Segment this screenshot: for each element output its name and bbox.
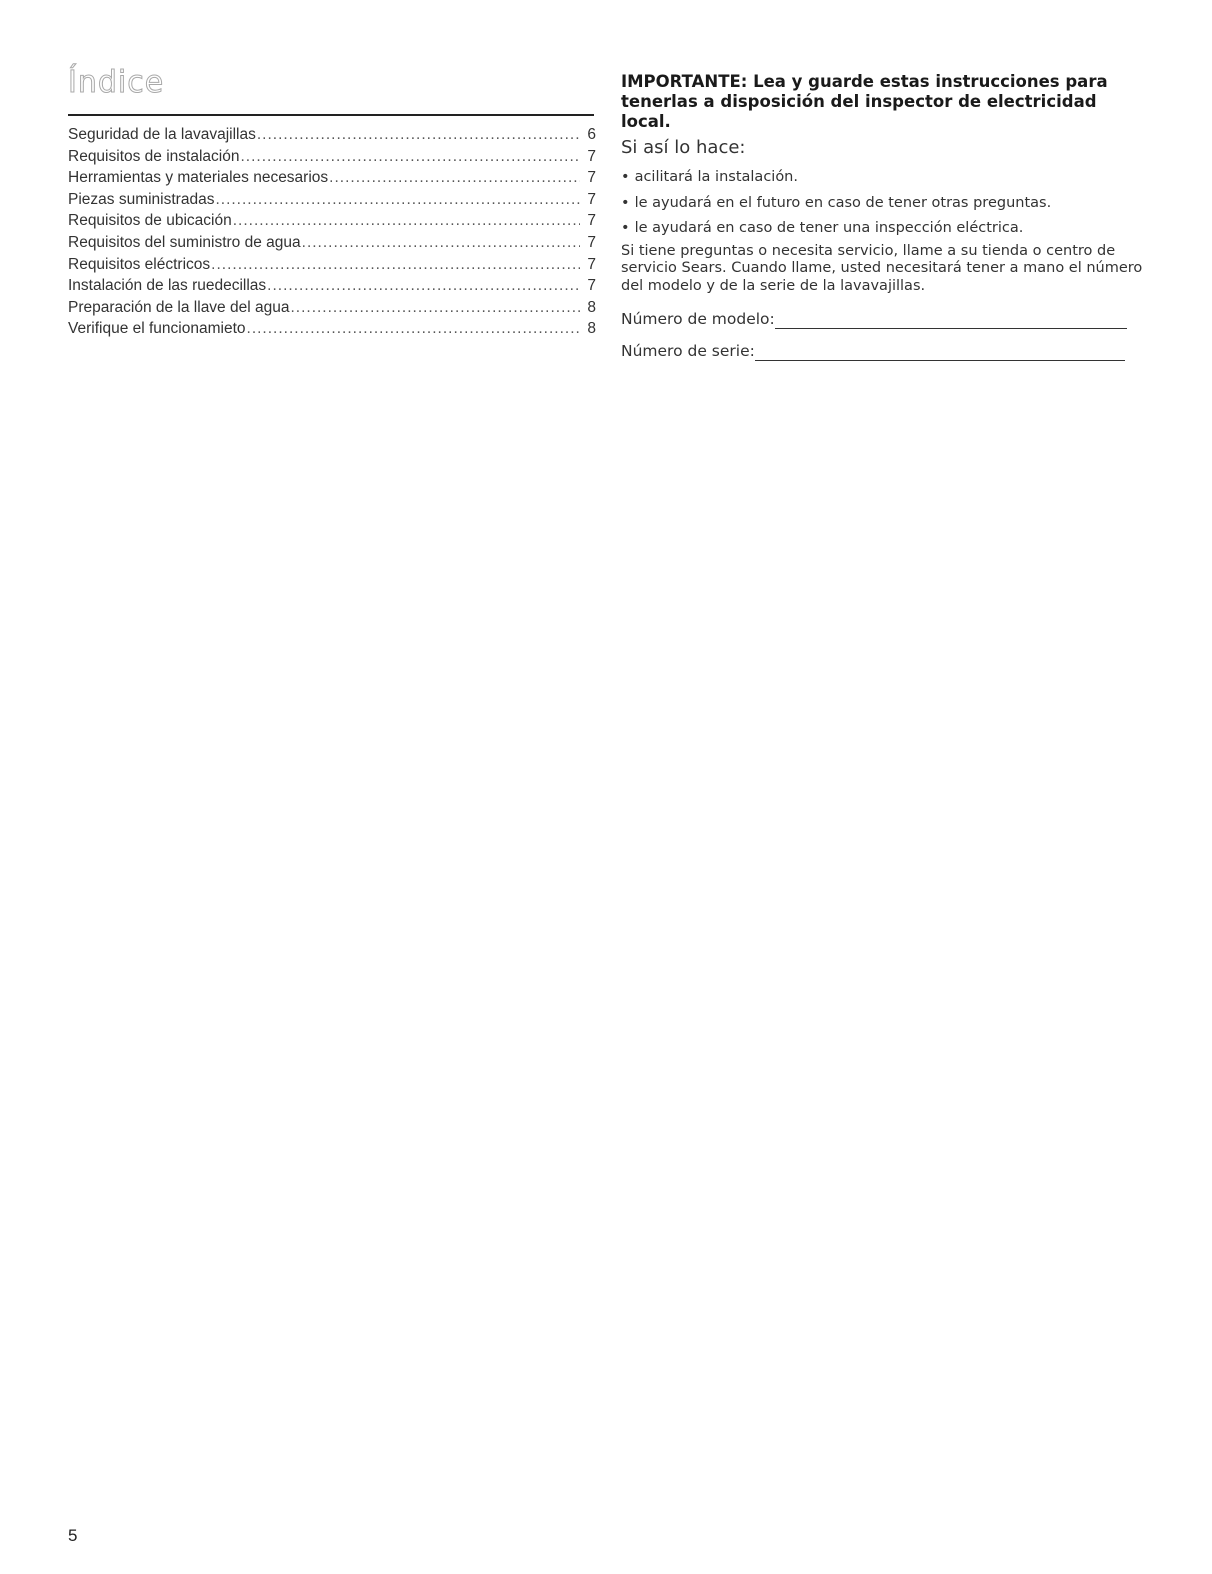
- toc-item[interactable]: [68, 189, 596, 211]
- important-heading: IMPORTANTE: Lea y guarde estas instrucciones para tenerlas a disposición del inspector de electricidad local.: [621, 72, 1108, 131]
- model-number-label: Número de modelo:: [621, 310, 775, 328]
- title-divider: [68, 114, 594, 116]
- toc-item-page: 7: [587, 147, 596, 165]
- toc-item-label: Requisitos de ubicación: [68, 212, 232, 230]
- toc-item[interactable]: [68, 318, 596, 340]
- benefits-list: [621, 165, 1146, 242]
- model-number-blank[interactable]: [775, 314, 1127, 329]
- toc-item-page: 7: [587, 277, 596, 295]
- toc-item-page: 7: [587, 212, 596, 230]
- si-asi-text: Si así lo hace:: [621, 137, 746, 158]
- service-paragraph: Si tiene preguntas o necesita servicio, llame a su tienda o centro de servicio Sears. Cuando llame, usted necesitará tener a mano el número del modelo y de la serie de la lavavajillas.: [621, 242, 1143, 294]
- serial-number-blank[interactable]: [755, 346, 1125, 361]
- toc-leader-dots: [233, 210, 580, 232]
- toc-leader-dots: [211, 254, 580, 276]
- toc-leader-dots: [290, 297, 580, 319]
- page-number: 5: [68, 1526, 78, 1545]
- toc-leader-dots: [247, 318, 580, 340]
- toc-item-label: Seguridad de la lavavajillas: [68, 126, 256, 143]
- toc-item-label: Requisitos de instalación: [68, 147, 240, 165]
- toc-leader-dots: [240, 146, 580, 168]
- toc-item-page: 7: [587, 233, 596, 251]
- list-item: • le ayudará en el futuro en caso de tener otras preguntas.: [621, 191, 1146, 217]
- important-section: [621, 72, 1146, 373]
- toc-item[interactable]: [68, 232, 596, 254]
- toc-item-label: Herramientas y materiales necesarios: [68, 169, 329, 187]
- table-of-contents: [68, 64, 596, 340]
- toc-item[interactable]: [68, 167, 596, 189]
- toc-item[interactable]: [68, 210, 596, 232]
- model-number-field: [621, 309, 1146, 329]
- toc-list: [68, 124, 596, 340]
- toc-item-page: 6: [587, 126, 596, 143]
- toc-item-label: Requisitos eléctricos: [68, 255, 211, 273]
- serial-number-label: Número de serie:: [621, 342, 755, 360]
- toc-item[interactable]: [68, 297, 596, 319]
- toc-item-page: 7: [587, 169, 596, 187]
- list-item: • acilitará la instalación.: [621, 165, 1146, 191]
- toc-item-page: 8: [587, 320, 596, 338]
- toc-item[interactable]: [68, 254, 596, 276]
- toc-item-label: Requisitos del suministro de agua: [68, 233, 301, 251]
- toc-item-page: 7: [587, 255, 596, 273]
- toc-item[interactable]: [68, 146, 596, 168]
- toc-leader-dots: [329, 167, 580, 189]
- toc-item[interactable]: [68, 124, 596, 146]
- toc-leader-dots: [257, 124, 580, 146]
- toc-item[interactable]: [68, 275, 596, 297]
- toc-item-page: 7: [587, 190, 596, 208]
- toc-leader-dots: [215, 189, 580, 211]
- toc-leader-dots: [302, 232, 580, 254]
- toc-item-page: 8: [587, 298, 596, 316]
- toc-item-label: Verifique el funcionamieto: [68, 320, 246, 338]
- toc-item-label: Instalación de las ruedecillas: [68, 277, 267, 295]
- toc-item-label: Piezas suministradas: [68, 190, 215, 208]
- toc-leader-dots: [267, 275, 580, 297]
- serial-number-field: [621, 341, 1146, 361]
- toc-item-label: Preparación de la llave del agua: [68, 298, 290, 316]
- toc-title: Índice: [68, 65, 165, 100]
- list-item: • le ayudará en caso de tener una inspección eléctrica.: [621, 216, 1146, 242]
